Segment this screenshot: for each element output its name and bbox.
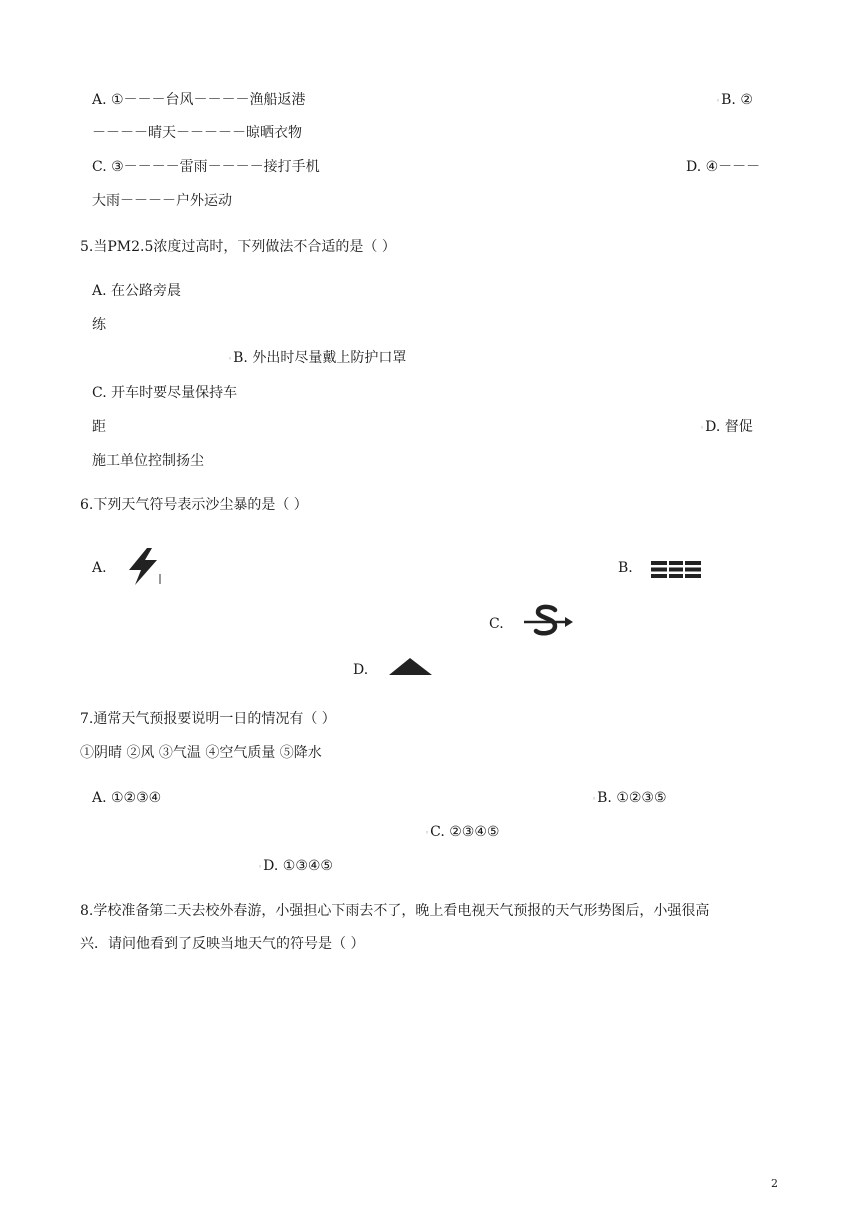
q7-option-d-text: D. ①③④⑤ bbox=[263, 858, 333, 874]
q5-option-a-continued: 练 bbox=[92, 317, 106, 333]
q5-stem: 5.当PM2.5浓度过高时，下列做法不合适的是（ ） bbox=[80, 239, 396, 255]
q6-option-d-label: D. bbox=[353, 662, 369, 678]
sandstorm-icon bbox=[522, 604, 574, 640]
haze-icon bbox=[651, 559, 703, 581]
q7-items: ①阴晴 ②风 ③气温 ④空气质量 ⑤降水 bbox=[80, 745, 322, 761]
q5-option-c: C. 开车时要尽量保持车 bbox=[92, 385, 238, 401]
q4-option-d-label: D. ④－－－ bbox=[686, 159, 761, 175]
q7-option-c-text: C. ②③④⑤ bbox=[430, 824, 500, 840]
q8-stem-line-2: 兴．请问他看到了反映当地天气的符号是（ ） bbox=[80, 936, 365, 952]
q4-option-b-label bbox=[716, 91, 753, 110]
q5-option-a: A. 在公路旁晨 bbox=[92, 283, 182, 299]
q8-stem-line-1: 8.学校准备第二天去校外春游，小强担心下雨去不了，晚上看电视天气预报的天气形势图后，小强很高 bbox=[80, 903, 710, 919]
q7-option-b-text: B. ①②③⑤ bbox=[597, 790, 667, 806]
q5-option-d-text: D. 督促 bbox=[705, 419, 753, 435]
q6-option-c-label: C. bbox=[489, 616, 504, 632]
warm-front-icon bbox=[388, 654, 434, 678]
q5-option-d bbox=[700, 418, 753, 437]
q4-option-c: C. ③－－－－雷雨－－－－接打手机 bbox=[92, 159, 320, 175]
q7-option-d bbox=[258, 857, 333, 876]
page-number: 2 bbox=[771, 1177, 778, 1190]
q4-option-b-text: B. ② bbox=[721, 92, 753, 108]
q6-stem: 6.下列天气符号表示沙尘暴的是（ ） bbox=[80, 497, 308, 513]
q5-option-b-text: B. 外出时尽量戴上防护口罩 bbox=[233, 350, 407, 366]
option-marker: ◦ bbox=[425, 829, 430, 837]
q6-option-a-label: A. bbox=[92, 560, 107, 576]
option-marker: ◦ bbox=[592, 795, 597, 803]
q7-option-c bbox=[425, 823, 499, 842]
q7-option-b bbox=[592, 789, 667, 808]
q7-option-a: A. ①②③④ bbox=[92, 790, 162, 806]
q5-option-d-continued: 施工单位控制扬尘 bbox=[92, 453, 204, 469]
q6-option-b-label: B. bbox=[618, 560, 633, 576]
lightning-icon bbox=[126, 546, 166, 588]
q4-option-d-continued: 大雨－－－－户外运动 bbox=[92, 193, 232, 209]
option-marker: ◦ bbox=[258, 863, 263, 871]
option-marker: ◦ bbox=[716, 97, 721, 105]
option-marker: ◦ bbox=[228, 355, 233, 363]
q5-option-c-continued: 距 bbox=[92, 419, 106, 435]
q4-option-b-continued: －－－－晴天－－－－－晾晒衣物 bbox=[92, 125, 302, 141]
q5-option-b bbox=[228, 349, 406, 368]
q4-option-a: A. ①－－－台风－－－－渔船返港 bbox=[92, 92, 306, 108]
option-marker: ◦ bbox=[700, 424, 705, 432]
q7-stem: 7.通常天气预报要说明一日的情况有（ ） bbox=[80, 711, 336, 727]
